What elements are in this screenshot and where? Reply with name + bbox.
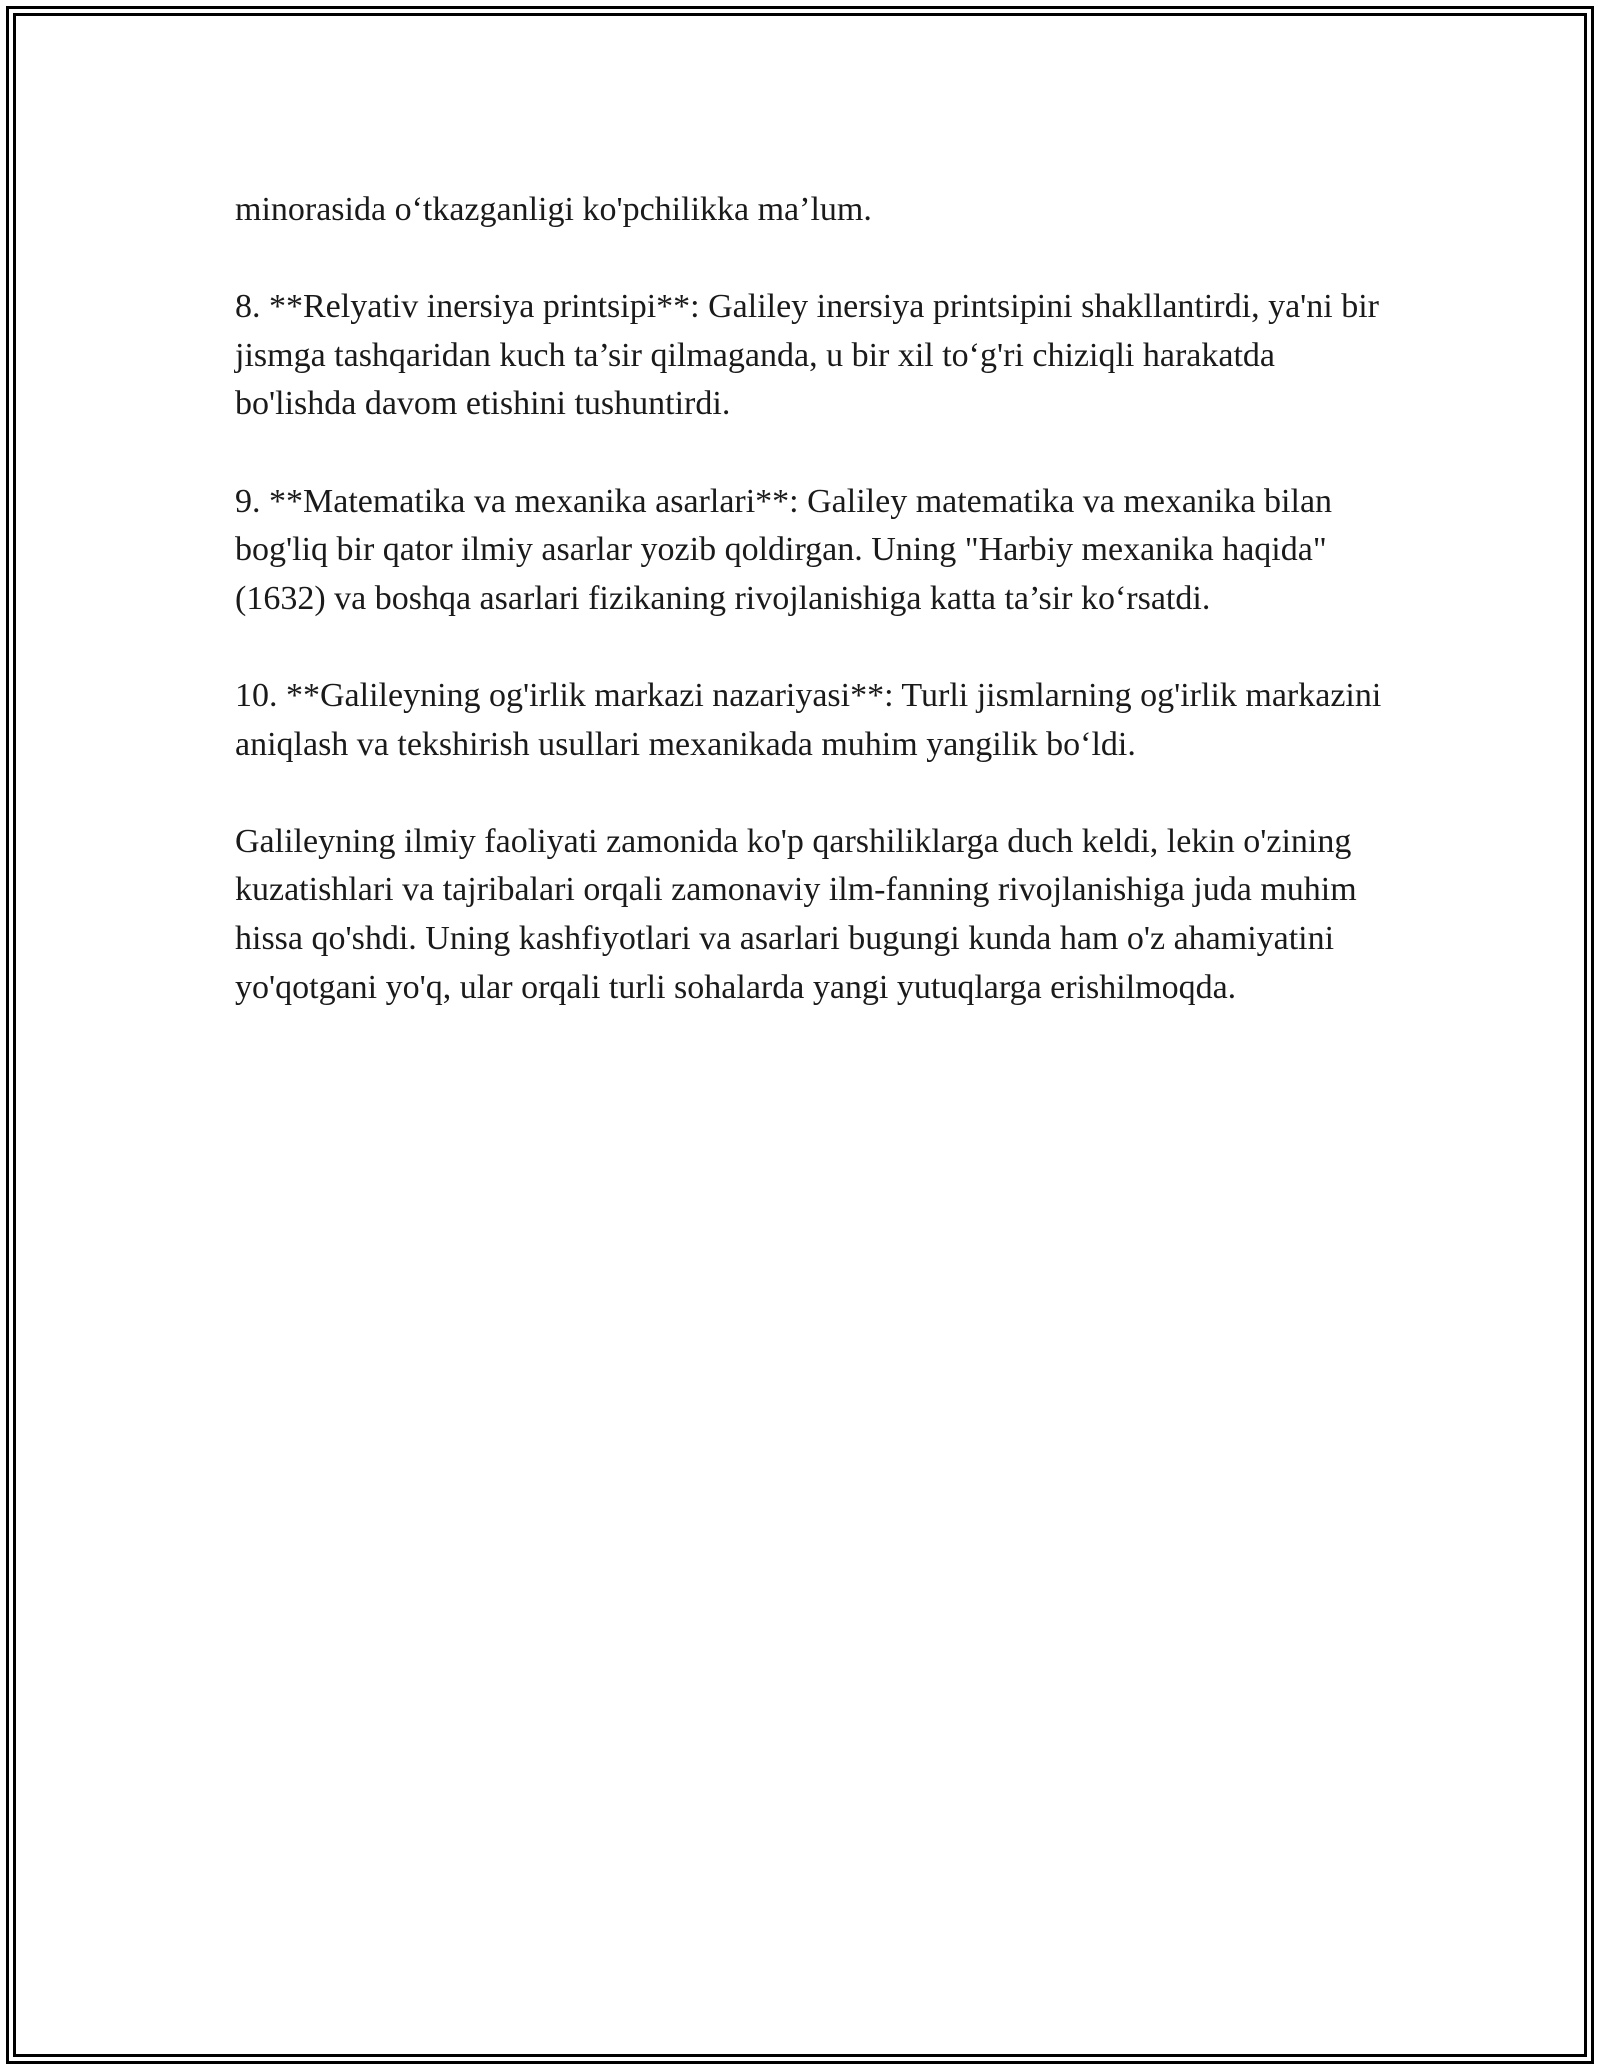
paragraph-item-9: 9. **Matematika va mexanika asarlari**: Galiley matematika va mexanika bilan bog'liq bir qator ilmiy asarlar yozib qoldirgan. Uning "Harbiy mexanika haqida" (1632) va boshqa asarlari fizikaning rivojlanishiga katta ta’sir ko‘rsatdi. <box>235 482 1333 617</box>
paragraph-conclusion: Galileyning ilmiy faoliyati zamonida ko'p qarshiliklarga duch keldi, lekin o'zining kuzatishlari va tajribalari orqali zamonaviy ilm-fanning rivojlanishiga juda muhim hissa qo'shdi. Uning kashfiyotlari va asarlari bugungi kunda ham o'z ahamiyatini yo'qotgani yo'q, ular orqali turli sohalarda yangi yutuqlarga erishilmoqda. <box>235 822 1357 1006</box>
paragraph-continuation: minorasida o‘tkazganligi ko'pchilikka ma’lum. <box>235 191 872 228</box>
paragraph-item-8: 8. **Relyativ inersiya printsipi**: Galiley inersiya printsipini shakllantirdi, ya'ni bir jismga tashqaridan kuch ta’sir qilmaganda, u bir xil to‘g'ri chiziqli harakatda bo'lishda davom etishini tushuntirdi. <box>235 288 1379 423</box>
paragraph-item-10: 10. **Galileyning og'irlik markazi nazariyasi**: Turli jismlarning og'irlik markazini aniqlash va tekshirish usullari mexanikada muhim yangilik bo‘ldi. <box>235 676 1382 763</box>
document-body <box>235 186 1385 1012</box>
